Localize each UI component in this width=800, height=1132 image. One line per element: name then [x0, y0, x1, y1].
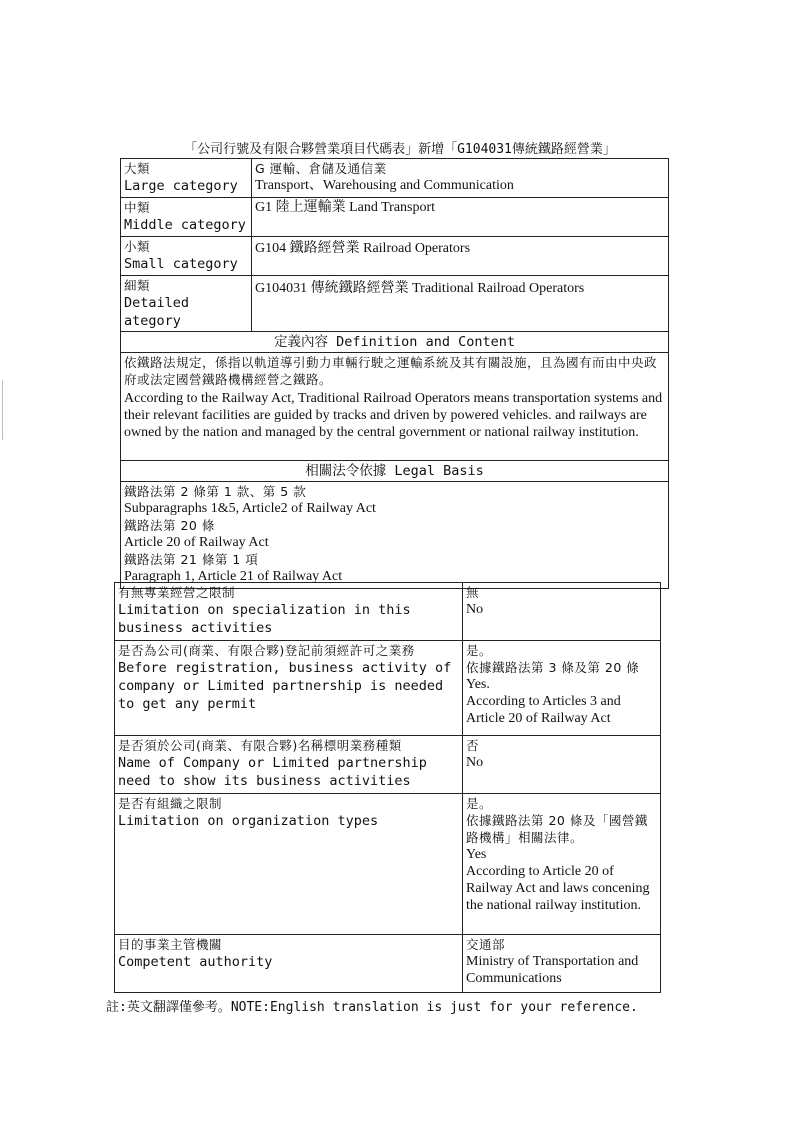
answer-en: Yes.: [466, 677, 490, 692]
small-value: G104 鐵路經營業 Railroad Operators: [255, 241, 471, 256]
answer-en-detail: According to Articles 3 and Article 20 of Railway Act: [466, 694, 621, 726]
legal-line: 鐵路法第 21 條第 1 項: [124, 552, 259, 567]
scan-artifact: [2, 380, 6, 440]
label-cell: [121, 159, 252, 198]
large-value-en: Transport、Warehousing and Communication: [255, 178, 514, 193]
question-en: Competent authority: [118, 954, 273, 970]
legal-header: 相關法令依據 Legal Basis: [121, 461, 669, 482]
answer-en: Ministry of Transportation and Communications: [466, 954, 639, 986]
question-zh: 有無專業經營之限制: [118, 585, 236, 600]
row-legal-header: [121, 461, 669, 482]
answer-zh: 否: [466, 738, 480, 753]
definition-text-en: According to the Railway Act, Traditional Railroad Operators means transportation systems and their relevant facilities are guided by tracks and driven by powered vehicles. and railways are owned by the nation and managed by the central government or national railway institution.: [124, 391, 663, 440]
definition-header: 定義內容 Definition and Content: [121, 332, 669, 353]
answer-en: No: [466, 755, 484, 770]
detailed-label-zh: 細類: [124, 278, 151, 293]
answer-cell: [463, 736, 661, 794]
value-cell: [252, 276, 669, 332]
answer-en-detail: According to Article 20 of Railway Act and laws concening the national railway institution.: [466, 864, 650, 913]
answer-en: Yes: [466, 847, 487, 862]
row-definition-header: [121, 332, 669, 353]
row-specialization: [115, 583, 661, 641]
detailed-label-en: Detailed ategory: [124, 295, 190, 329]
row-definition-content: [121, 353, 669, 461]
row-permit: [115, 641, 661, 736]
question-cell: [115, 583, 463, 641]
label-cell: [121, 198, 252, 237]
answer-cell: [463, 641, 661, 736]
question-zh: 目的事業主管機關: [118, 937, 223, 952]
answer-zh-detail: 依據鐵路法第 20 條及「國營鐵路機構」相關法律。: [466, 813, 648, 845]
definition-text-zh: 依鐵路法規定，係指以軌道導引動力車輛行駛之運輸系統及其有關設施，且為國有而由中央政府或法定國營鐵路機構經營之鐵路。: [124, 355, 658, 387]
row-large-category: [121, 159, 669, 198]
question-en: Limitation on organization types: [118, 813, 379, 829]
document-title: 「公司行號及有限合夥營業項目代碼表」新增「G104031傳統鐵路經營業」: [184, 142, 616, 157]
answer-zh: 交通部: [466, 937, 506, 952]
label-cell: [121, 237, 252, 276]
row-middle-category: [121, 198, 669, 237]
answer-zh: 無: [466, 585, 480, 600]
small-label-en: Small category: [124, 256, 238, 272]
question-cell: [115, 736, 463, 794]
row-authority: [115, 935, 661, 993]
question-zh: 是否為公司(商業、有限合夥)登記前須經許可之業務: [118, 643, 415, 658]
question-zh: 是否有組織之限制: [118, 796, 223, 811]
definition-cell: [121, 353, 669, 461]
row-small-category: [121, 237, 669, 276]
question-cell: [115, 935, 463, 993]
question-en: Name of Company or Limited partnership need to show its business activities: [118, 755, 427, 789]
detailed-value: G104031 傳統鐵路經營業 Traditional Railroad Operators: [255, 281, 585, 296]
legal-cell: [121, 482, 669, 589]
middle-label-zh: 中類: [124, 200, 151, 215]
legal-line: Article 20 of Railway Act: [124, 535, 269, 550]
row-detailed-category: [121, 276, 669, 332]
question-cell: [115, 641, 463, 736]
row-legal-content: [121, 482, 669, 589]
large-label-en: Large category: [124, 178, 238, 194]
value-cell: [252, 198, 669, 237]
answer-zh: 是。: [466, 796, 493, 811]
row-name-requirement: [115, 736, 661, 794]
question-en: Before registration, business activity of company or Limited partnership is needed to get any permit: [118, 660, 452, 712]
question-en: Limitation on specialization in this business activities: [118, 602, 411, 636]
middle-label-en: Middle category: [124, 217, 246, 233]
legal-line: Subparagraphs 1&5, Article2 of Railway Act: [124, 501, 376, 516]
answer-cell: [463, 583, 661, 641]
answer-zh-detail: 依據鐵路法第 3 條及第 20 條: [466, 660, 640, 675]
small-label-zh: 小類: [124, 239, 151, 254]
legal-line: 鐵路法第 20 條: [124, 518, 215, 533]
answer-zh: 是。: [466, 643, 493, 658]
large-label-zh: 大類: [124, 161, 151, 176]
legal-line: 鐵路法第 2 條第 1 款、第 5 款: [124, 484, 307, 499]
answer-cell: [463, 935, 661, 993]
label-cell: [121, 276, 252, 332]
question-cell: [115, 794, 463, 935]
middle-value: G1 陸上運輸業 Land Transport: [255, 200, 436, 215]
answer-cell: [463, 794, 661, 935]
business-attributes-table: [114, 582, 661, 993]
answer-en: No: [466, 602, 484, 617]
value-cell: [252, 237, 669, 276]
large-value-zh: G 運輸、倉儲及通信業: [255, 161, 387, 176]
legal-line: Paragraph 1, Article 21 of Railway Act: [124, 569, 343, 584]
row-organization: [115, 794, 661, 935]
category-table: [120, 158, 669, 589]
value-cell: [252, 159, 669, 198]
translation-note: 註:英文翻譯僅參考。NOTE:English translation is just for your reference.: [106, 1000, 638, 1015]
question-zh: 是否須於公司(商業、有限合夥)名稱標明業務種類: [118, 738, 402, 753]
